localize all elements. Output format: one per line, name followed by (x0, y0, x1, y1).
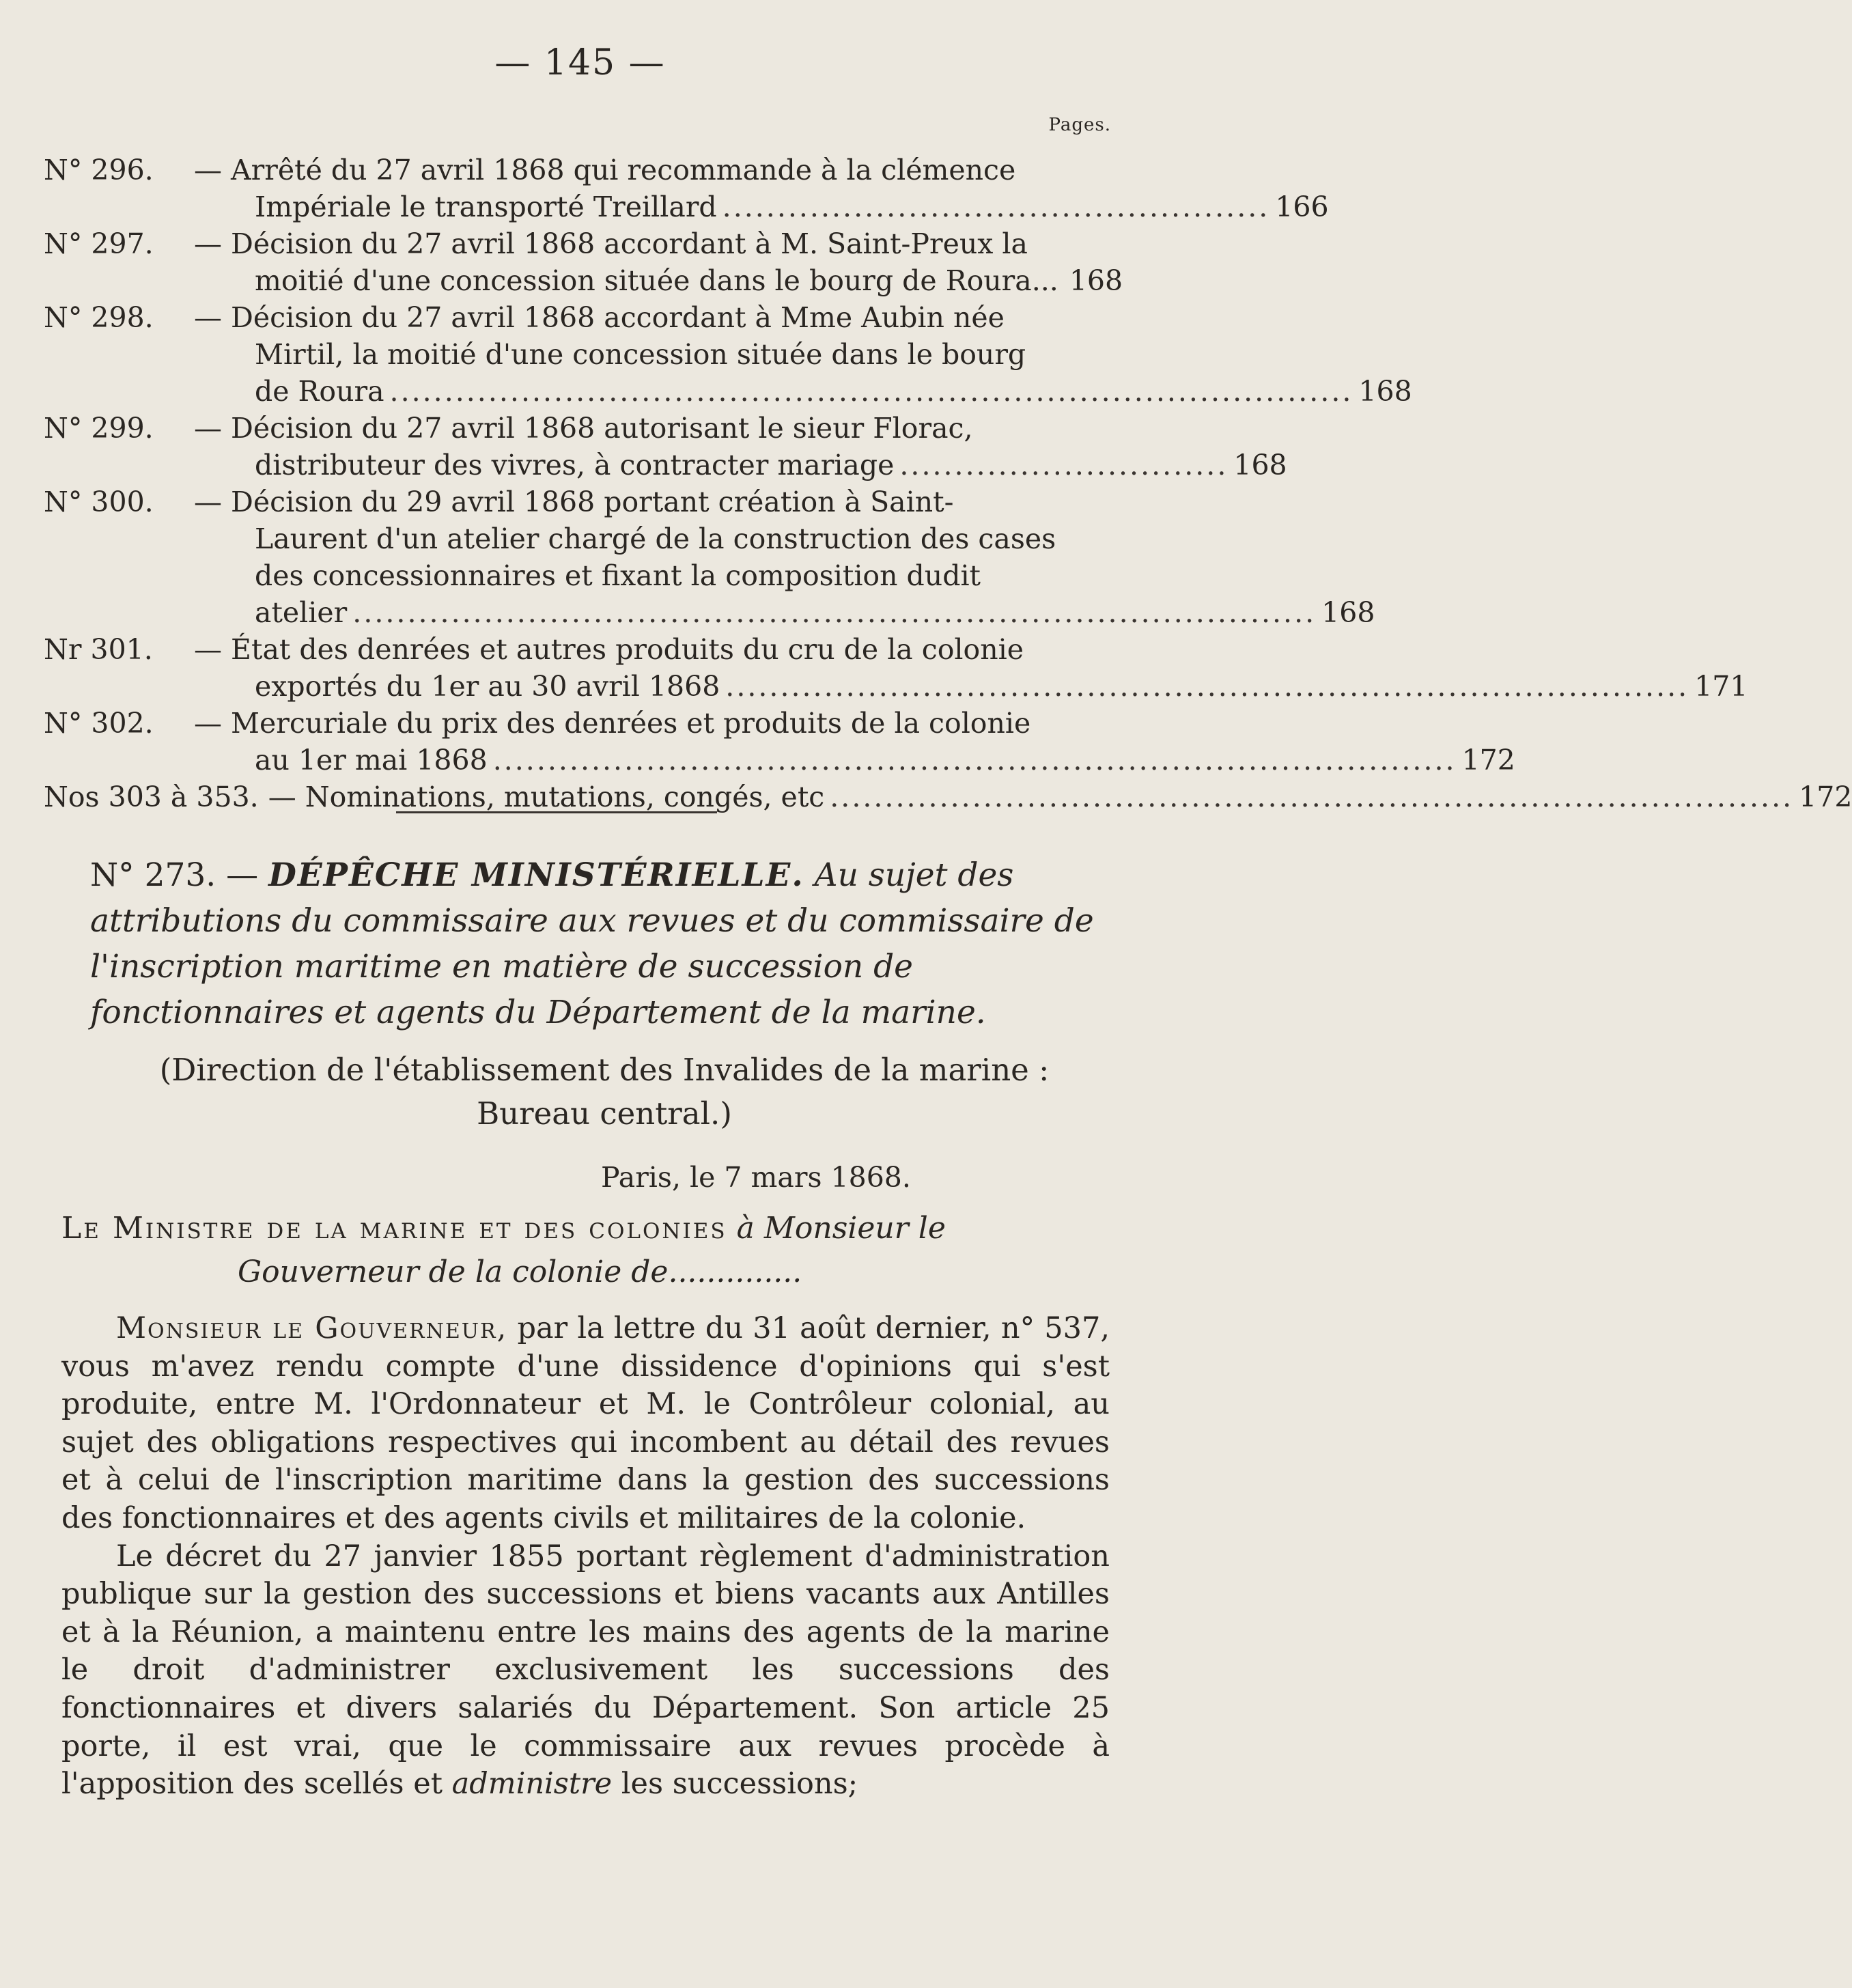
dot-leader: .............................. (899, 449, 1229, 481)
dot-leader: ........................................................................................ (830, 781, 1794, 813)
dispatch-title: DÉPÊCHE MINISTÉRIELLE. (268, 856, 804, 894)
toc-entry (44, 484, 1375, 631)
toc-text: moitié d'une concession située dans le bourg de Roura... (255, 264, 1058, 297)
toc-text: de Roura (255, 375, 384, 408)
toc-entry (44, 410, 1287, 484)
salutation: Monsieur le Gouverneur, (116, 1311, 508, 1345)
paragraph (61, 1538, 1110, 1804)
toc-entry (44, 705, 1515, 779)
toc-number: N° 296. (44, 154, 154, 186)
toc-text: — Décision du 27 avril 1868 accordant à Mme Aubin née (194, 301, 1005, 334)
dispatch-number: N° 273. — (90, 856, 269, 894)
dispatch-subject: Au sujet des attributions du commissaire aux revues et du commissaire de l'inscription maritime en matière de succession de fonctionnaires et agents du Département de la marine. (90, 856, 1094, 1031)
toc-text: — État des denrées et autres produits du cru de la colonie (194, 633, 1024, 666)
toc-number: Nr 301. (44, 633, 153, 666)
toc-number: N° 302. (44, 707, 154, 740)
address-recipient-line: Gouverneur de la colonie de.............. (238, 1255, 802, 1289)
paragraph-text: par la lettre du 31 août dernier, n° 537, vous m'avez rendu compte d'une dissidence d'opinions qui s'est produite, entre M. l'Ordonnateur et M. le Contrôleur colonial, au sujet des obligations respectives qui incombent au détail des revues et à celui de l'inscription maritime dans la gestion des successions des fonctionnaires et des agents civils et militaires de la colonie. (61, 1311, 1110, 1535)
toc-page: 168 (1358, 375, 1412, 408)
toc-text: au 1er mai 1868 (255, 744, 488, 776)
dot-leader: ........................................................................................ (725, 670, 1689, 703)
toc-number: Nos 303 à 353. (44, 781, 259, 813)
dispatch-heading (90, 852, 1108, 1035)
direction-line: Bureau central.) (477, 1095, 732, 1132)
dot-leader: .................................................. (722, 191, 1270, 223)
paragraph (61, 1310, 1110, 1538)
table-of-contents (44, 152, 1852, 815)
emphasis: administre (451, 1767, 613, 1802)
dot-leader: ........................................................................................ (389, 375, 1353, 408)
toc-text: — Décision du 27 avril 1868 autorisant le sieur Florac, (194, 412, 973, 445)
toc-entry (44, 299, 1412, 410)
section-divider (396, 811, 717, 813)
toc-text: — Décision du 29 avril 1868 portant création à Saint- (194, 486, 954, 518)
toc-page: 171 (1694, 670, 1748, 703)
toc-entry (44, 631, 1748, 705)
toc-entry (44, 779, 1852, 815)
letter-body (61, 1310, 1110, 1804)
toc-page: 168 (1321, 596, 1375, 629)
toc-text: Impériale le transporté Treillard (255, 191, 717, 223)
toc-text: Mirtil, la moitié d'une concession située dans le bourg (255, 338, 1026, 371)
dot-leader: ........................................................................................ (492, 744, 1457, 776)
pages-column-label: Pages. (1048, 115, 1111, 135)
toc-number: N° 299. (44, 412, 154, 445)
toc-page: 172 (1799, 781, 1852, 813)
address-recipient: à Monsieur le (727, 1211, 946, 1246)
toc-number: N° 298. (44, 301, 154, 334)
dateline: Paris, le 7 mars 1868. (601, 1161, 911, 1194)
toc-text: — Décision du 27 avril 1868 accordant à M. Saint-Preux la (194, 227, 1028, 260)
toc-page: 166 (1275, 191, 1329, 223)
dot-leader: ........................................................................................ (352, 596, 1317, 629)
direction-note (102, 1048, 1106, 1136)
page-number: — 145 — (494, 42, 666, 83)
paragraph-text: les successions; (612, 1767, 858, 1802)
toc-text: des concessionnaires et fixant la composition dudit (255, 559, 981, 592)
direction-line: (Direction de l'établissement des Invalides de la marine : (159, 1052, 1050, 1088)
toc-text: — Mercuriale du prix des denrées et produits de la colonie (194, 707, 1031, 740)
toc-text: Laurent d'un atelier chargé de la construction des cases (255, 522, 1056, 555)
toc-page: 172 (1461, 744, 1515, 776)
toc-text: — Nominations, mutations, congés, etc (268, 781, 825, 813)
address-sender: Le Ministre de la marine et des colonies (61, 1211, 727, 1246)
toc-text: distributeur des vivres, à contracter mariage (255, 449, 895, 481)
toc-entry (44, 152, 1329, 225)
toc-number: N° 300. (44, 486, 154, 518)
paragraph-text: Le décret du 27 janvier 1855 portant règlement d'administration publique sur la gestion des successions et biens vacants aux Antilles et à la Réunion, a maintenu entre les mains des agents de la marine le droit d'administrer exclusivement les successions des fonctionnaires et divers salariés du Département. Son article 25 porte, il est vrai, que le commissaire aux revues procède à l'apposition des scellés et (61, 1539, 1110, 1802)
toc-text: atelier (255, 596, 348, 629)
toc-page: 168 (1069, 264, 1123, 297)
toc-page: 168 (1233, 449, 1287, 481)
address-block (61, 1207, 1106, 1294)
toc-text: — Arrêté du 27 avril 1868 qui recommande à la clémence (194, 154, 1016, 186)
toc-entry (44, 225, 1123, 299)
toc-number: N° 297. (44, 227, 154, 260)
toc-text: exportés du 1er au 30 avril 1868 (255, 670, 720, 703)
